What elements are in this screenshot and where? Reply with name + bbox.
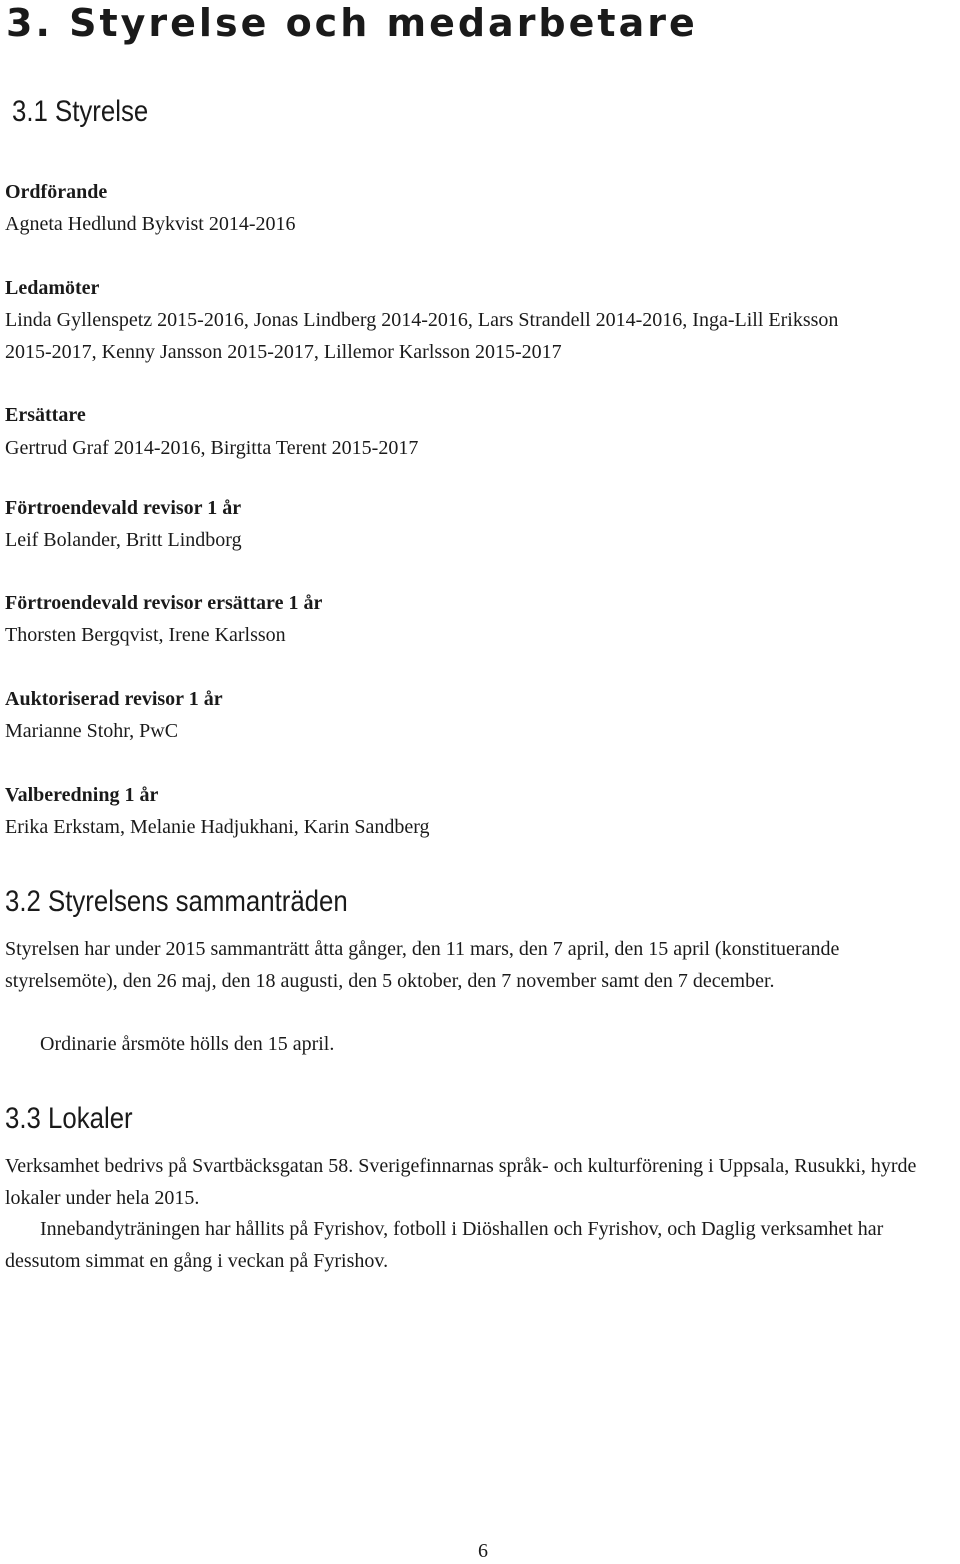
auktoriserad-revisor-label: Auktoriserad revisor 1 år [5, 688, 223, 710]
ledamoter-line-2: 2015-2017, Kenny Jansson 2015-2017, Lillemor Karlsson 2015-2017 [5, 341, 562, 363]
ordforande-label: Ordförande [5, 181, 108, 203]
ersattare-label: Ersättare [5, 404, 86, 426]
auktoriserad-revisor-value: Marianne Stohr, PwC [5, 720, 179, 742]
sammantraden-paragraph: Styrelsen har under 2015 sammanträtt åtta gånger, den 11 mars, den 7 april, den 15 april (konstituerande styrelsemöte), den 26 maj, den 18 augusti, den 5 oktober, den 7 november samt den 7 december. [5, 938, 840, 992]
revisor-ersattare-label: Förtroendevald revisor ersättare 1 år [5, 592, 323, 614]
ledamoter-line-1: Linda Gyllenspetz 2015-2016, Jonas Lindberg 2014-2016, Lars Strandell 2014-2016, Inga-Lill Eriksson [5, 309, 839, 331]
revisor-label: Förtroendevald revisor 1 år [5, 497, 242, 519]
ledamoter-label: Ledamöter [5, 277, 100, 299]
revisor-value: Leif Bolander, Britt Lindborg [5, 529, 242, 551]
arsmote-paragraph: Ordinarie årsmöte hölls den 15 april. [40, 1033, 335, 1055]
revisor-ersattare-value: Thorsten Bergqvist, Irene Karlsson [5, 624, 286, 646]
section-title-sammantraden: 3.2 Styrelsens sammanträden [5, 885, 348, 918]
chapter-heading: 3. Styrelse och medarbetare [6, 1, 698, 45]
ersattare-value: Gertrud Graf 2014-2016, Birgitta Terent 2015-2017 [5, 437, 419, 459]
valberedning-label: Valberedning 1 år [5, 784, 159, 806]
section-title-lokaler: 3.3 Lokaler [5, 1102, 133, 1135]
valberedning-value: Erika Erkstam, Melanie Hadjukhani, Karin Sandberg [5, 816, 430, 838]
section-title-styrelse: 3.1 Styrelse [12, 95, 149, 128]
lokaler-paragraph: Verksamhet bedrivs på Svartbäcksgatan 58. Sverigefinnarnas språk- och kulturförening i Uppsala, Rusukki, hyrde lokaler under hela 2015. [5, 1155, 917, 1209]
ordforande-value: Agneta Hedlund Bykvist 2014-2016 [5, 213, 296, 235]
page-number: 6 [478, 1540, 488, 1562]
traning-paragraph: Innebandyträningen har hållits på Fyrishov, fotboll i Diöshallen och Fyrishov, och Daglig verksamhet har dessutom simmat en gång i veckan på Fyrishov. [5, 1218, 884, 1272]
